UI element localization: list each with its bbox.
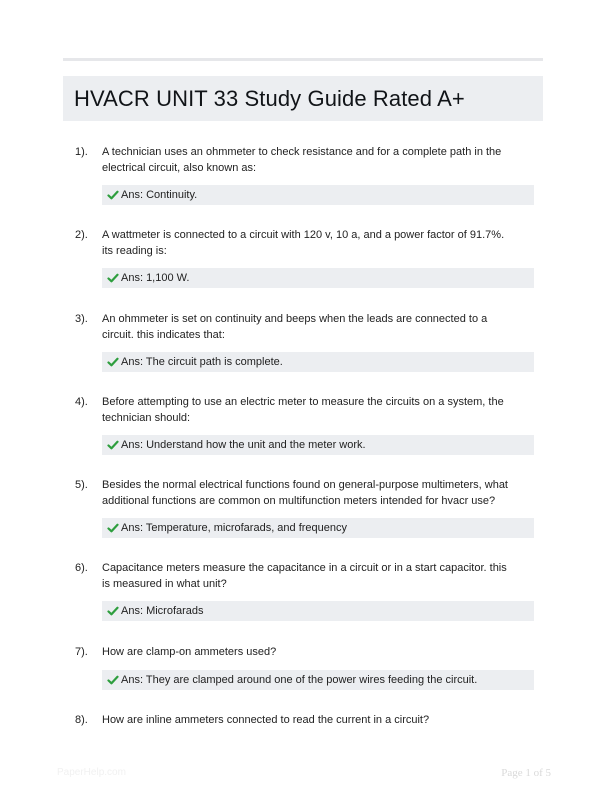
checkmark-icon bbox=[107, 189, 119, 201]
question-number: 5). bbox=[75, 479, 88, 491]
footer-page-number: Page 1 of 5 bbox=[501, 767, 551, 779]
checkmark-icon bbox=[107, 356, 119, 368]
question-number: 4). bbox=[75, 396, 88, 408]
page-title: HVACR UNIT 33 Study Guide Rated A+ bbox=[74, 85, 465, 111]
question-text: How are inline ammeters connected to read the current in a circuit? bbox=[102, 714, 430, 726]
top-rule bbox=[63, 58, 543, 61]
question-number: 8). bbox=[75, 714, 88, 726]
answer-text: Ans: 1,100 W. bbox=[121, 272, 190, 284]
answer-box bbox=[102, 670, 534, 690]
checkmark-icon bbox=[107, 605, 119, 617]
answer-box bbox=[102, 518, 534, 538]
answer-text: Ans: Understand how the unit and the meter work. bbox=[121, 439, 366, 451]
question-text: Capacitance meters measure the capacitance in a circuit or in a start capacitor. this is measured in what unit? bbox=[102, 562, 507, 590]
question-text: How are clamp-on ammeters used? bbox=[102, 646, 277, 658]
answer-box bbox=[102, 352, 534, 372]
question-number: 6). bbox=[75, 562, 88, 574]
question-text: An ohmmeter is set on continuity and beeps when the leads are connected to a circuit. this indicates that: bbox=[102, 313, 488, 341]
footer-site: PaperHelp.com bbox=[57, 767, 126, 778]
question-number: 1). bbox=[75, 146, 88, 158]
answer-box bbox=[102, 601, 534, 621]
question-text: A technician uses an ohmmeter to check resistance and for a complete path in the electrical circuit, also known as: bbox=[102, 146, 502, 174]
answer-text: Ans: Temperature, microfarads, and frequency bbox=[121, 522, 348, 534]
answer-text: Ans: The circuit path is complete. bbox=[121, 356, 283, 368]
answer-text: Ans: Microfarads bbox=[121, 605, 204, 617]
title-bar bbox=[63, 76, 543, 121]
answer-text: Ans: They are clamped around one of the power wires feeding the circuit. bbox=[121, 674, 478, 686]
checkmark-icon bbox=[107, 674, 119, 686]
checkmark-icon bbox=[107, 522, 119, 534]
checkmark-icon bbox=[107, 272, 119, 284]
answer-text: Ans: Continuity. bbox=[121, 189, 198, 201]
question-text: Before attempting to use an electric meter to measure the circuits on a system, the technician should: bbox=[102, 396, 504, 424]
question-number: 2). bbox=[75, 229, 88, 241]
question-text: A wattmeter is connected to a circuit with 120 v, 10 a, and a power factor of 91.7%. its reading is: bbox=[102, 229, 505, 257]
answer-box bbox=[102, 435, 534, 455]
question-number: 3). bbox=[75, 313, 88, 325]
checkmark-icon bbox=[107, 439, 119, 451]
answer-box bbox=[102, 185, 534, 205]
question-number: 7). bbox=[75, 646, 88, 658]
answer-box bbox=[102, 268, 534, 288]
question-text: Besides the normal electrical functions found on general-purpose multimeters, what additional functions are common on multifunction meters intended for hvacr use? bbox=[102, 479, 508, 507]
